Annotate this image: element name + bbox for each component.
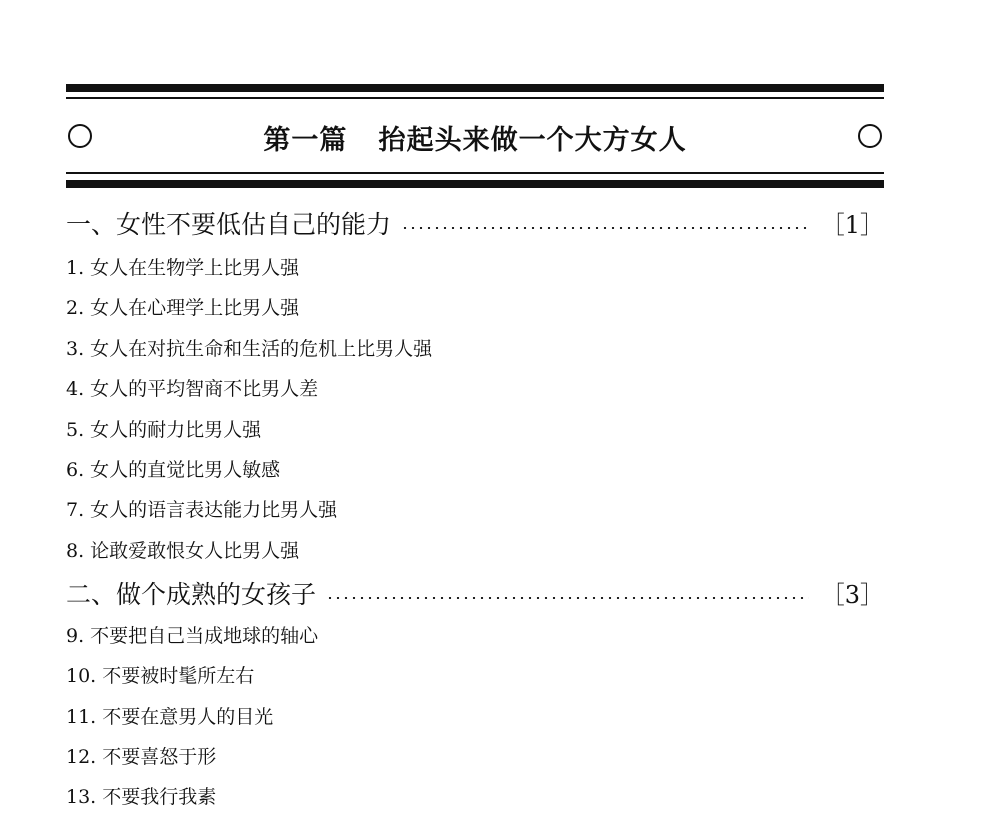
toc-item[interactable]	[66, 374, 318, 404]
toc-item[interactable]	[66, 415, 261, 445]
item-text: 女人在生物学上比男人强	[90, 257, 300, 279]
item-text: 不要把自己当成地球的轴心	[90, 625, 319, 647]
dot-leader	[401, 227, 809, 229]
toc-section[interactable]	[66, 575, 884, 615]
item-number: 1.	[66, 257, 85, 279]
toc-item[interactable]	[66, 661, 254, 691]
item-number: 10.	[66, 665, 97, 687]
toc-section[interactable]	[66, 205, 884, 245]
toc-item[interactable]	[66, 495, 337, 525]
toc-item[interactable]	[66, 253, 299, 283]
toc-item[interactable]	[66, 293, 299, 323]
toc-item[interactable]	[66, 702, 273, 732]
section-title: 二、做个成熟的女孩子	[66, 580, 317, 609]
item-number: 9.	[66, 625, 85, 647]
item-text: 论敢爱敢恨女人比男人强	[90, 540, 300, 562]
item-number: 6.	[66, 459, 85, 481]
toc-item[interactable]	[66, 621, 318, 651]
item-number: 13.	[66, 786, 97, 808]
item-number: 8.	[66, 540, 85, 562]
header-rule-thin-bottom	[66, 172, 884, 174]
item-number: 4.	[66, 378, 85, 400]
header-rule-thick-bottom	[66, 180, 884, 188]
part-header	[66, 112, 884, 164]
item-text: 女人在对抗生命和生活的危机上比男人强	[90, 338, 433, 360]
toc-item[interactable]	[66, 782, 216, 812]
item-number: 7.	[66, 499, 85, 521]
item-text: 不要我行我素	[102, 786, 217, 808]
header-rule-thick-top	[66, 84, 884, 92]
dot-leader	[326, 597, 809, 599]
item-text: 不要在意男人的目光	[102, 706, 274, 728]
item-text: 女人在心理学上比男人强	[90, 297, 300, 319]
item-number: 11.	[66, 706, 97, 728]
item-number: 2.	[66, 297, 85, 319]
toc-item[interactable]	[66, 742, 216, 772]
toc-item[interactable]	[66, 334, 432, 364]
section-title: 一、女性不要低估自己的能力	[66, 210, 392, 239]
item-text: 女人的直觉比男人敏感	[90, 459, 281, 481]
part-title: 第一篇 抬起头来做一个大方女人	[263, 125, 687, 156]
section-page-number: ［3］	[820, 581, 884, 609]
toc-item[interactable]	[66, 536, 299, 566]
item-text: 女人的平均智商不比男人差	[90, 378, 319, 400]
item-number: 3.	[66, 338, 85, 360]
header-rule-thin-top	[66, 97, 884, 99]
item-text: 女人的语言表达能力比男人强	[90, 499, 338, 521]
item-number: 5.	[66, 419, 85, 441]
toc-item[interactable]	[66, 455, 280, 485]
item-text: 不要喜怒于形	[102, 746, 217, 768]
section-page-number: ［1］	[820, 211, 884, 239]
item-text: 不要被时髦所左右	[102, 665, 255, 687]
circle-ornament-right	[858, 124, 882, 148]
item-number: 12.	[66, 746, 97, 768]
item-text: 女人的耐力比男人强	[90, 419, 262, 441]
